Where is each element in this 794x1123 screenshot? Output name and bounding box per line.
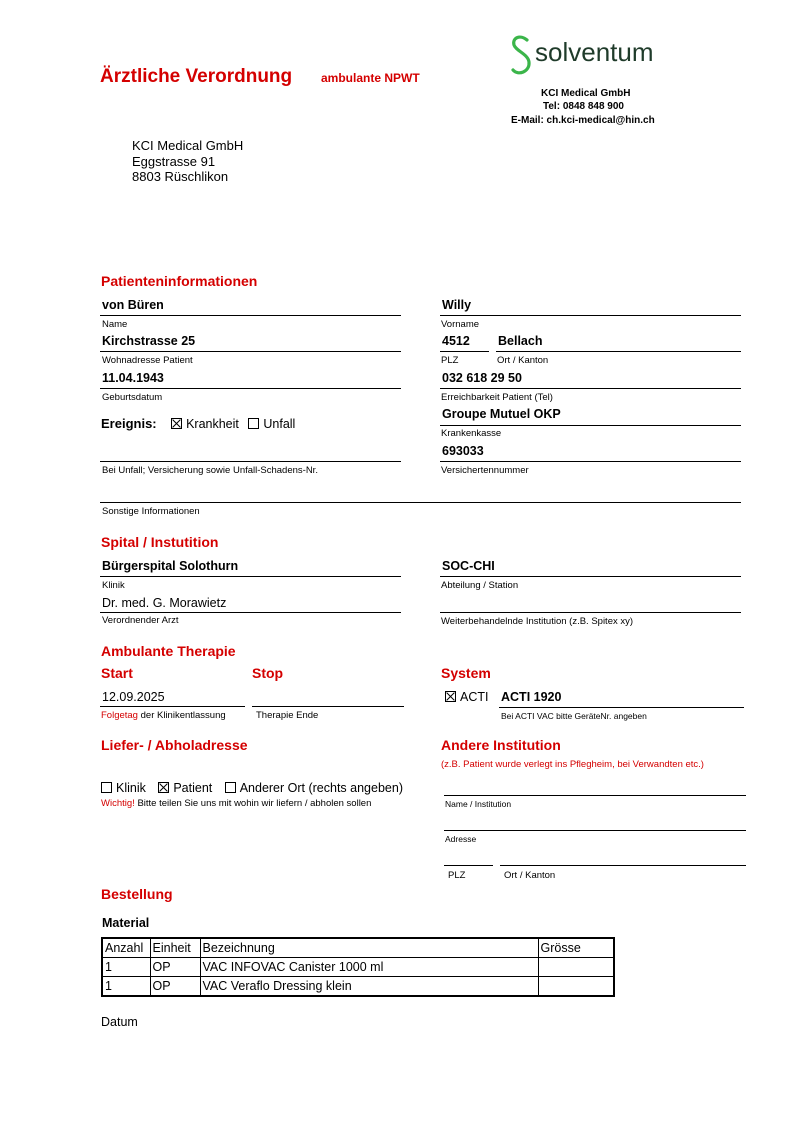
system-acti-option[interactable] <box>445 690 488 704</box>
delivery-clinic-label: Klinik <box>116 781 146 795</box>
event-illness-label: Krankheit <box>186 417 239 431</box>
divider <box>499 707 744 708</box>
cell-description[interactable]: VAC Veraflo Dressing klein <box>200 977 538 997</box>
patient-city[interactable]: Bellach <box>498 334 543 348</box>
checkbox-icon[interactable] <box>225 782 236 793</box>
column-header: Anzahl <box>102 938 150 958</box>
patient-firstname[interactable]: Willy <box>442 298 472 312</box>
delivery-warning-text: Bitte teilen Sie uns mit wohin wir liefern / abholen sollen <box>137 798 372 809</box>
delivery-clinic-option[interactable] <box>101 781 146 795</box>
patient-insured-no[interactable]: 693033 <box>442 444 484 458</box>
street-label: Wohnadresse Patient <box>102 355 193 366</box>
insured-no-label: Versichertennummer <box>441 465 529 476</box>
therapy-start-heading: Start <box>101 665 133 681</box>
other-plz-label: PLZ <box>448 870 466 881</box>
other-info-label: Sonstige Informationen <box>102 506 200 517</box>
followup-label: Weiterbehandelnde Institution (z.B. Spitex xy) <box>441 616 634 627</box>
event-row <box>101 415 295 433</box>
delivery-other-label: Anderer Ort (rechts angeben) <box>239 781 403 795</box>
patient-insurer[interactable]: Groupe Mutuel OKP <box>442 407 561 421</box>
event-accident-label: Unfall <box>263 417 296 431</box>
divider <box>440 425 741 426</box>
divider <box>100 315 401 316</box>
cell-description[interactable]: VAC INFOVAC Canister 1000 ml <box>200 958 538 977</box>
cell-quantity[interactable]: 1 <box>102 977 150 997</box>
hospital-clinic[interactable]: Bürgerspital Solothurn <box>102 559 239 573</box>
system-acti-label: ACTI <box>460 690 489 704</box>
other-institution-hint: (z.B. Patient wurde verlegt ins Pflegheim, bei Verwandten etc.) <box>441 759 704 770</box>
delivery-patient-option[interactable] <box>158 781 212 795</box>
patient-name[interactable]: von Büren <box>102 298 164 312</box>
company-tel: Tel: 0848 848 900 <box>543 101 624 112</box>
section-other-institution: Andere Institution <box>441 737 561 753</box>
city-label: Ort / Kanton <box>497 355 549 366</box>
divider <box>252 706 404 707</box>
phone-label: Erreichbarkeit Patient (Tel) <box>441 392 553 403</box>
cell-size[interactable] <box>538 958 614 977</box>
form-title: Ärztliche Verordnung <box>100 66 293 87</box>
delivery-patient-label: Patient <box>173 781 213 795</box>
date-label: Datum <box>101 1015 138 1029</box>
recipient-address <box>132 138 243 185</box>
start-label-highlight: Folgetag <box>101 710 138 721</box>
therapy-stop-heading: Stop <box>252 665 284 681</box>
divider <box>444 865 493 866</box>
divider <box>100 706 245 707</box>
divider <box>100 351 401 352</box>
doctor-label: Verordnender Arzt <box>102 615 179 626</box>
section-patient: Patienteninformationen <box>101 273 258 289</box>
hospital-doctor[interactable]: Dr. med. G. Morawietz <box>102 596 227 610</box>
accident-insurance-label: Bei Unfall; Versicherung sowie Unfall-Schadens-Nr. <box>102 465 318 476</box>
other-name-label: Name / Institution <box>445 799 512 809</box>
start-label-text: der Klinikentlassung <box>140 710 226 721</box>
table-row <box>102 977 614 997</box>
column-header: Grösse <box>538 938 614 958</box>
checkbox-icon[interactable] <box>101 782 112 793</box>
checkbox-checked-icon[interactable] <box>445 691 456 702</box>
system-heading: System <box>441 665 491 681</box>
brand-name: solventum <box>535 37 654 67</box>
delivery-other-option[interactable] <box>225 781 403 795</box>
address-line: Eggstrasse 91 <box>132 153 216 169</box>
divider <box>440 388 741 389</box>
solventum-logo-icon <box>510 34 534 78</box>
end-label: Therapie Ende <box>256 710 319 721</box>
divider <box>100 612 401 613</box>
dob-label: Geburtsdatum <box>102 392 163 403</box>
system-hint: Bei ACTI VAC bitte GeräteNr. angeben <box>501 711 647 721</box>
column-header: Einheit <box>150 938 200 958</box>
divider <box>100 388 401 389</box>
event-illness-option[interactable] <box>171 417 242 431</box>
section-delivery: Liefer- / Abholadresse <box>101 737 248 753</box>
event-label: Ereignis: <box>101 416 157 431</box>
delivery-warning <box>101 798 371 809</box>
therapy-start-date[interactable]: 12.09.2025 <box>102 690 165 704</box>
section-order: Bestellung <box>101 886 173 902</box>
department-label: Abteilung / Station <box>441 580 519 591</box>
divider <box>444 830 746 831</box>
divider <box>444 795 746 796</box>
patient-plz[interactable]: 4512 <box>442 334 470 348</box>
divider <box>440 612 741 613</box>
event-accident-option[interactable] <box>248 417 295 431</box>
cell-unit[interactable]: OP <box>150 958 200 977</box>
divider <box>100 502 741 503</box>
table-row <box>102 958 614 977</box>
checkbox-icon[interactable] <box>248 418 259 429</box>
company-email: E-Mail: ch.kci-medical@hin.ch <box>511 115 655 126</box>
divider <box>440 315 741 316</box>
checkbox-checked-icon[interactable] <box>158 782 169 793</box>
patient-phone[interactable]: 032 618 29 50 <box>442 371 522 385</box>
cell-size[interactable] <box>538 977 614 997</box>
cell-unit[interactable]: OP <box>150 977 200 997</box>
column-header: Bezeichnung <box>200 938 538 958</box>
divider <box>440 461 741 462</box>
material-table <box>101 937 615 997</box>
name-label: Name <box>102 319 128 330</box>
divider <box>440 576 741 577</box>
table-header-row <box>102 938 614 958</box>
divider <box>440 351 489 352</box>
other-city-label: Ort / Kanton <box>504 870 556 881</box>
section-hospital: Spital / Instutition <box>101 534 219 550</box>
clinic-label: Klinik <box>102 580 125 591</box>
insurer-label: Krankenkasse <box>441 428 502 439</box>
delivery-warning-highlight: Wichtig! <box>101 798 135 809</box>
section-therapy: Ambulante Therapie <box>101 643 236 659</box>
system-value[interactable]: ACTI 1920 <box>501 690 562 704</box>
patient-dob[interactable]: 11.04.1943 <box>102 371 164 385</box>
start-label <box>101 710 226 721</box>
form-subtitle: ambulante NPWT <box>321 71 420 85</box>
other-address-label: Adresse <box>445 834 477 844</box>
company-name: KCI Medical GmbH <box>541 88 631 99</box>
address-line: KCI Medical GmbH <box>132 138 244 153</box>
checkbox-checked-icon[interactable] <box>171 418 182 429</box>
plz-label: PLZ <box>441 355 459 366</box>
firstname-label: Vorname <box>441 319 480 330</box>
patient-street[interactable]: Kirchstrasse 25 <box>102 334 196 348</box>
material-heading: Material <box>102 916 150 930</box>
delivery-options <box>101 779 403 797</box>
hospital-department[interactable]: SOC-CHI <box>442 559 495 573</box>
divider <box>100 461 401 462</box>
divider <box>496 351 741 352</box>
divider <box>500 865 746 866</box>
address-line: 8803 Rüschlikon <box>132 169 229 184</box>
divider <box>100 576 401 577</box>
cell-quantity[interactable]: 1 <box>102 958 150 977</box>
